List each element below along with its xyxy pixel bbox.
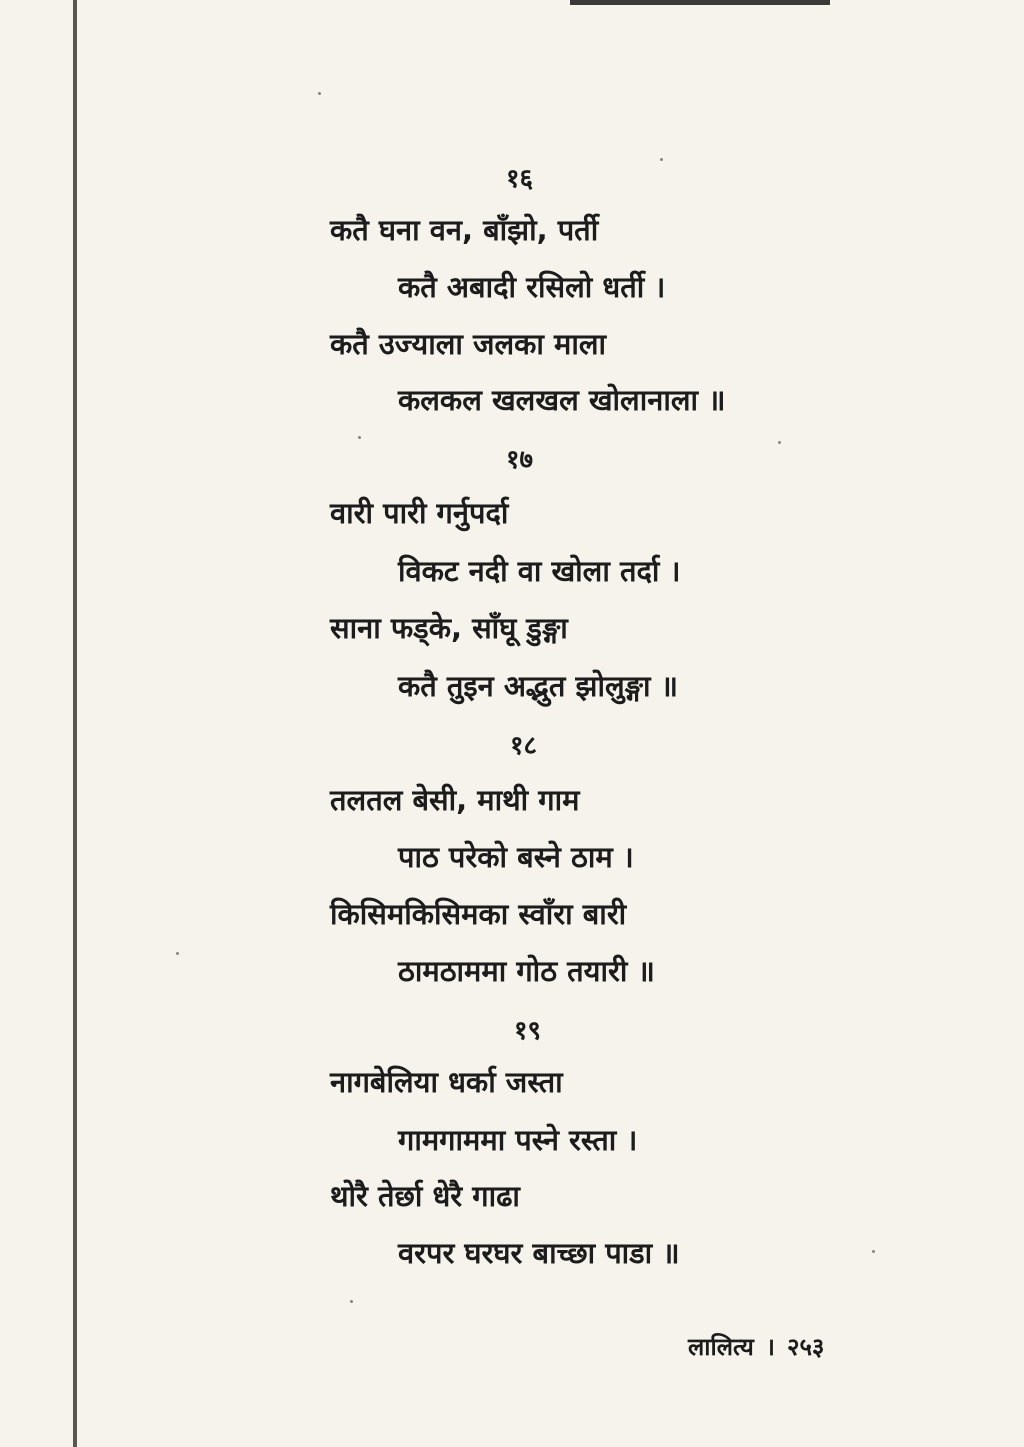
verse-line: किसिमकिसिमका स्वाँरा बारी [330, 897, 627, 931]
paper-speck [660, 158, 663, 161]
paper-speck [176, 952, 179, 955]
verse-line: वारी पारी गर्नुपर्दा [330, 496, 509, 530]
stanza-number: १६ [506, 164, 534, 194]
paper-speck [358, 436, 361, 439]
verse-line: कतै अबादी रसिलो धर्ती । [398, 270, 666, 304]
verse-line: कलकल खलखल खोलानाला ॥ [398, 383, 726, 417]
page-footer [688, 1330, 824, 1363]
verse-line: गामगाममा पस्ने रस्ता । [398, 1123, 638, 1157]
footer-separator: । [765, 1333, 775, 1361]
verse-line: कतै उज्याला जलका माला [330, 327, 607, 361]
paper-speck [778, 441, 781, 444]
top-edge-rule [570, 0, 830, 5]
paper-speck [350, 1300, 353, 1303]
verse-line: साना फड्के, साँघू डुङ्गा [330, 611, 568, 645]
verse-line: ठामठाममा गोठ तयारी ॥ [398, 954, 655, 988]
stanza-number: १९ [514, 1016, 542, 1046]
verse-line: पाठ परेको बस्ने ठाम । [398, 840, 634, 874]
paper-speck [872, 1250, 875, 1253]
page-number: २५३ [786, 1333, 825, 1361]
book-title: लालित्य [688, 1333, 754, 1361]
stanza-number: १७ [506, 445, 534, 475]
verse-line: कतै तुइन अद्भुत झोलुङ्गा ॥ [398, 669, 678, 703]
verse-line: कतै घना वन, बाँझो, पर्ती [330, 213, 599, 247]
verse-line: विकट नदी वा खोला तर्दा । [398, 554, 681, 588]
stanza-number: १८ [510, 731, 538, 761]
paper-speck [318, 92, 321, 95]
verse-line: तलतल बेसी, माथी गाम [330, 783, 580, 817]
book-spine-edge [73, 0, 77, 1447]
verse-line: नागबेलिया धर्का जस्ता [330, 1065, 563, 1099]
verse-line: थोरै तेर्छा धेरै गाढा [330, 1179, 520, 1213]
verse-line: वरपर घरघर बाच्छा पाडा ॥ [398, 1236, 680, 1270]
